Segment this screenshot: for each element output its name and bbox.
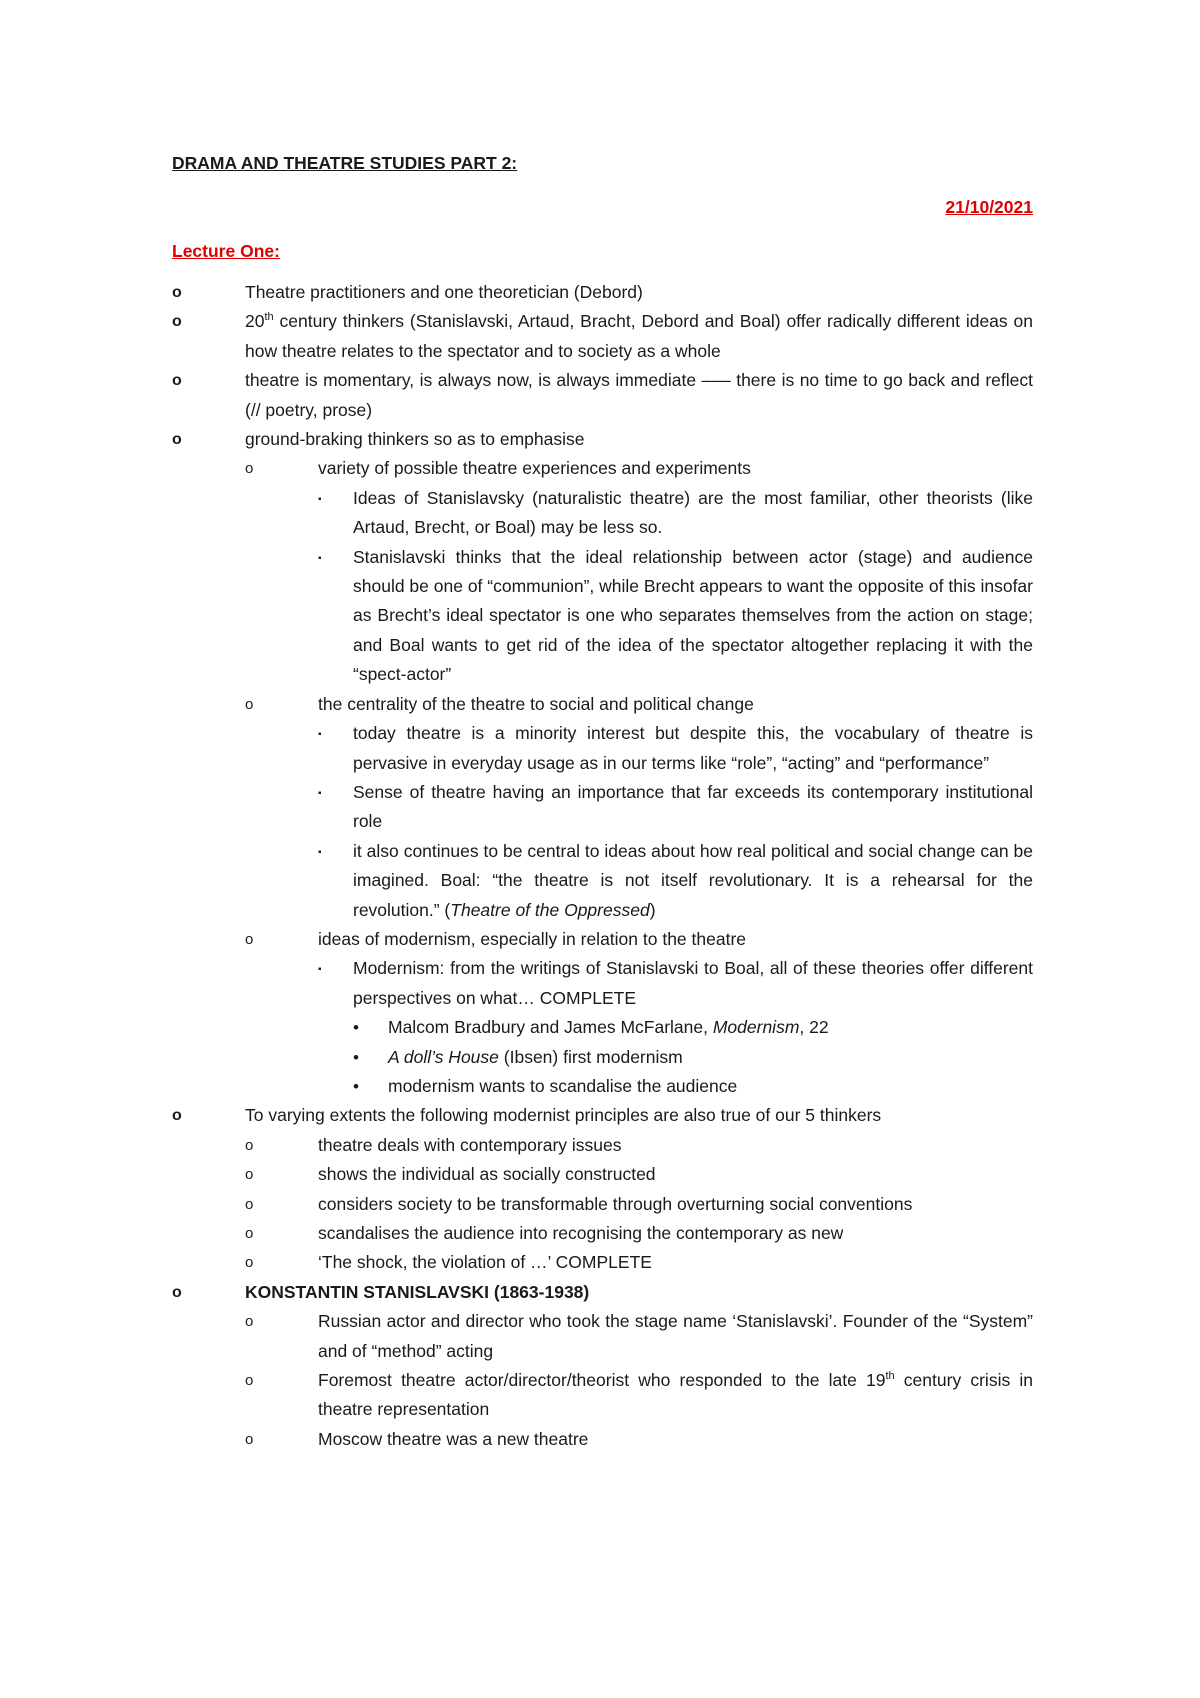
- list-item: [172, 278, 1033, 307]
- book-title: Modernism: [712, 1017, 800, 1038]
- item-text: the centrality of the theatre to social and political change: [318, 693, 754, 714]
- bullet-o: o: [245, 1166, 254, 1184]
- bullet-square: ▪: [318, 552, 322, 564]
- item-text: modernism wants to scandalise the audience: [388, 1075, 738, 1096]
- list-item: [353, 1043, 1033, 1072]
- bullet-o: o: [245, 1225, 254, 1242]
- sub-list: [318, 719, 1033, 925]
- sub-list: [318, 484, 1033, 690]
- bullet-square: ▪: [318, 729, 322, 741]
- bullet-o-bold: o: [172, 1283, 182, 1301]
- item-text: ): [649, 899, 656, 920]
- bullet-o: o: [245, 1372, 254, 1390]
- bullet-o: o: [245, 1195, 254, 1213]
- list-item: [318, 543, 1033, 690]
- sub-list: [353, 1013, 1033, 1101]
- bullet-o: o: [245, 1254, 254, 1272]
- superscript: th: [264, 311, 274, 324]
- item-text: , 22: [799, 1017, 829, 1038]
- item-text: To varying extents the following modernist principles are also true of our 5 thinkers: [245, 1105, 882, 1126]
- sub-list: [245, 1307, 1033, 1454]
- item-text: Modernism: from the writings of Stanislavski to Boal, all of these theories offer different perspectives on what… COMPLETE: [353, 958, 1033, 1008]
- item-text: ground-braking thinkers so as to emphasise: [245, 429, 585, 450]
- item-text: Russian actor and director who took the stage name ‘Stanislavski’. Founder of the “System” and of “method” acting: [318, 1311, 1033, 1361]
- list-item: [318, 484, 1033, 543]
- list-item: [245, 1219, 1033, 1248]
- list-item: [245, 1190, 1033, 1219]
- bullet-o: o: [245, 1430, 254, 1448]
- bullet-o-bold: o: [172, 372, 182, 390]
- list-item: [245, 1307, 1033, 1366]
- list-item: [318, 778, 1033, 837]
- list-item: [353, 1013, 1033, 1042]
- bullet-o-bold: o: [172, 284, 182, 301]
- bullet-dot: •: [353, 1018, 359, 1038]
- list-item: [245, 1131, 1033, 1160]
- item-text: Foremost theatre actor/director/theorist who responded to the late 19: [318, 1370, 886, 1391]
- bullet-square: ▪: [318, 846, 322, 858]
- item-text: 20: [245, 311, 265, 332]
- item-text: century thinkers (Stanislavski, Artaud, Bracht, Debord and Boal) offer radically different ideas on how theatre relates to the spectator and to society as a whole: [245, 311, 1033, 361]
- play-title: A doll’s House: [388, 1046, 499, 1067]
- item-text: shows the individual as socially constructed: [318, 1164, 656, 1185]
- bullet-o-bold: o: [172, 431, 182, 449]
- item-text: Theatre practitioners and one theoretician (Debord): [245, 282, 643, 302]
- item-text: (Ibsen) first modernism: [498, 1046, 683, 1067]
- bullet-dot: •: [353, 1047, 359, 1067]
- bullet-square: ▪: [318, 787, 322, 799]
- item-text: Moscow theatre was a new theatre: [318, 1428, 589, 1449]
- item-text: theatre is momentary, is always now, is always immediate ––– there is no time to go back and reflect (// poetry, prose): [245, 370, 1033, 420]
- item-text: theatre deals with contemporary issues: [318, 1134, 622, 1155]
- document-title: DRAMA AND THEATRE STUDIES PART 2:: [172, 153, 518, 173]
- item-text: today theatre is a minority interest but despite this, the vocabulary of theatre is pervasive in everyday usage as in our terms like “role”, “acting” and “performance”: [353, 723, 1033, 773]
- list-item: [172, 1278, 1033, 1454]
- bullet-o: o: [245, 695, 254, 713]
- list-item: [245, 690, 1033, 925]
- item-text: Stanislavski thinks that the ideal relationship between actor (stage) and audience should be one of “communion”, while Brecht appears to want the opposite of this insofar as Brecht’s ideal spectator is one who separates themselves from the action on stage; and Boal wants to get rid of the idea of the spectator altogether replacing it with the “spect-actor”: [353, 546, 1033, 685]
- list-item: [172, 307, 1033, 366]
- bullet-o-bold: o: [172, 1107, 182, 1125]
- bullet-o: o: [245, 1136, 254, 1154]
- item-text: Ideas of Stanislavsky (naturalistic theatre) are the most familiar, other theorists (like Artaud, Brecht, or Boal) may be less so.: [353, 487, 1033, 538]
- item-text: it also continues to be central to ideas about how real political and social change can be imagined. Boal: “the theatre is not itself revolutionary. It is a rehearsal for the revolution.” (: [353, 840, 1033, 920]
- bullet-square: ▪: [318, 493, 322, 505]
- bullet-o: o: [245, 460, 254, 478]
- item-text: considers society to be transformable through overturning social conventions: [318, 1193, 913, 1214]
- lecture-heading: Lecture One:: [172, 241, 280, 261]
- list-item: [245, 1248, 1033, 1277]
- list-item: [245, 1366, 1033, 1425]
- list-item: [245, 1160, 1033, 1189]
- sub-list: [245, 1131, 1033, 1278]
- item-text: ‘The shock, the violation of …’ COMPLETE: [318, 1252, 652, 1273]
- list-item: [245, 1425, 1033, 1454]
- item-text: ideas of modernism, especially in relation to the theatre: [318, 928, 747, 949]
- bullet-square: ▪: [318, 964, 322, 976]
- sub-list: [245, 454, 1033, 1101]
- outline-list: [172, 278, 1033, 1454]
- list-item: [245, 925, 1033, 1101]
- sub-list: [318, 954, 1033, 1101]
- item-text: Malcom Bradbury and James McFarlane,: [388, 1017, 713, 1038]
- list-item: [172, 425, 1033, 1101]
- list-item: [318, 954, 1033, 1101]
- list-item: [318, 837, 1033, 925]
- bullet-o: o: [245, 930, 254, 948]
- book-title: Theatre of the Oppressed: [450, 899, 650, 920]
- bullet-o: o: [245, 1313, 254, 1331]
- list-item: [318, 719, 1033, 778]
- lecture-date: 21/10/2021: [945, 197, 1033, 217]
- list-item: [172, 366, 1033, 425]
- bullet-dot: •: [353, 1076, 359, 1096]
- superscript: th: [885, 1370, 895, 1383]
- bullet-o-bold: o: [172, 313, 182, 331]
- list-item: [245, 454, 1033, 689]
- item-text: century crisis in theatre representation: [318, 1370, 1033, 1420]
- list-item: [353, 1072, 1033, 1101]
- item-text: variety of possible theatre experiences and experiments: [318, 458, 751, 479]
- section-heading: KONSTANTIN STANISLAVSKI (1863-1938): [245, 1281, 590, 1302]
- item-text: scandalises the audience into recognising the contemporary as new: [318, 1223, 844, 1243]
- list-item: [172, 1101, 1033, 1277]
- item-text: Sense of theatre having an importance that far exceeds its contemporary institutional role: [353, 781, 1033, 832]
- document-content: [172, 148, 1033, 1454]
